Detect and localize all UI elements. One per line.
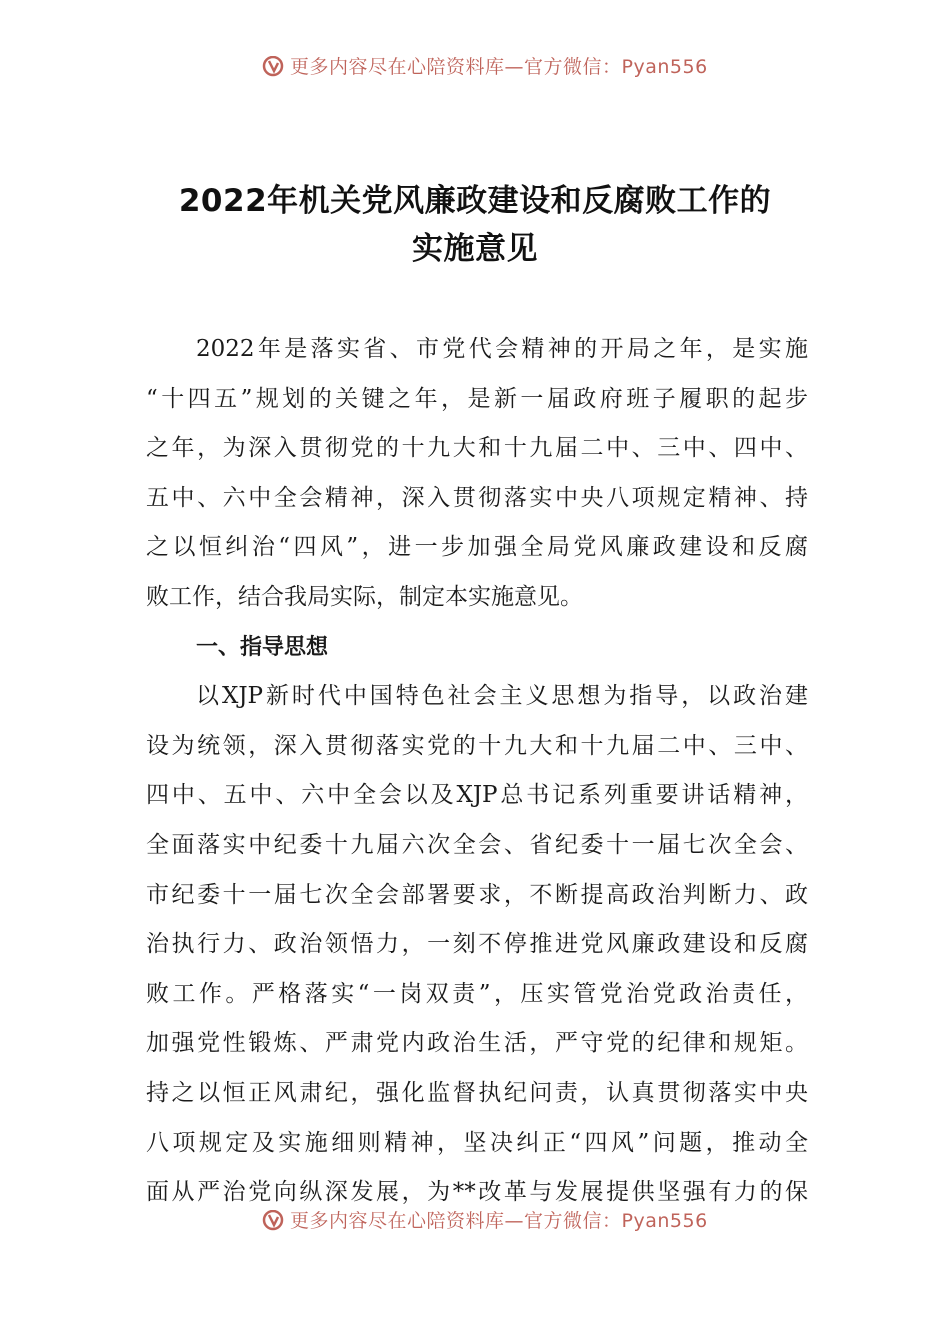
watermark-top xyxy=(0,56,950,80)
intro-line: 之以恒纠治“四风”，进一步加强全局党风廉政建设和反腐 xyxy=(146,534,808,561)
section1-line: 全面落实中纪委十九届六次全会、省纪委十一届七次全会、 xyxy=(146,831,808,858)
section1-line: 八项规定及实施细则精神，坚决纠正“四风”问题，推动全 xyxy=(146,1129,808,1156)
watermark-top-inner xyxy=(262,56,708,79)
document-body xyxy=(146,325,808,1218)
document-title-line-2: 实施意见 xyxy=(412,231,538,267)
watermark-bottom xyxy=(0,1210,950,1234)
section1-line: 治执行力、政治领悟力，一刻不停推进党风廉政建设和反腐 xyxy=(146,931,808,958)
intro-line: 败工作，结合我局实际，制定本实施意见。 xyxy=(146,583,583,610)
section1-line: 市纪委十一届七次全会部署要求，不断提高政治判断力、政 xyxy=(146,881,808,908)
section1-line: 以XJP新时代中国特色社会主义思想为指导，以政治建 xyxy=(196,683,808,710)
watermark-bottom-inner xyxy=(262,1210,708,1233)
section1-line: 面从严治党向纵深发展，为**改革与发展提供坚强有力的保 xyxy=(146,1179,808,1206)
section1-line: 持之以恒正风肃纪，强化监督执纪问责，认真贯彻落实中央 xyxy=(146,1079,808,1106)
section1-line: 四中、五中、六中全会以及XJP总书记系列重要讲话精神， xyxy=(146,782,808,809)
document-title-line-1: 2022年机关党风廉政建设和反腐败工作的 xyxy=(178,183,772,219)
section-heading-guiding-ideology: 一、指导思想 xyxy=(196,634,329,660)
intro-line: 之年，为深入贯彻党的十九大和十九届二中、三中、四中、 xyxy=(146,435,808,462)
section1-line: 败工作。严格落实“一岗双责”，压实管党治党政治责任， xyxy=(146,980,808,1007)
intro-line: 2022年是落实省、市党代会精神的开局之年，是实施 xyxy=(196,336,808,362)
watermark-logo-icon xyxy=(262,1210,284,1231)
section1-line: 加强党性锻炼、严肃党内政治生活，严守党的纪律和规矩。 xyxy=(146,1030,808,1057)
intro-line: “十四五”规划的关键之年，是新一届政府班子履职的起步 xyxy=(146,385,808,412)
intro-line: 五中、六中全会精神，深入贯彻落实中央八项规定精神、持 xyxy=(146,484,808,511)
watermark-text: 更多内容尽在心陪资料库—官方微信：Pyan556 xyxy=(290,1210,708,1232)
section1-line: 设为统领，深入贯彻落实党的十九大和十九届二中、三中、 xyxy=(146,732,808,759)
watermark-logo-icon xyxy=(262,56,284,77)
watermark-text: 更多内容尽在心陪资料库—官方微信：Pyan556 xyxy=(290,56,708,78)
